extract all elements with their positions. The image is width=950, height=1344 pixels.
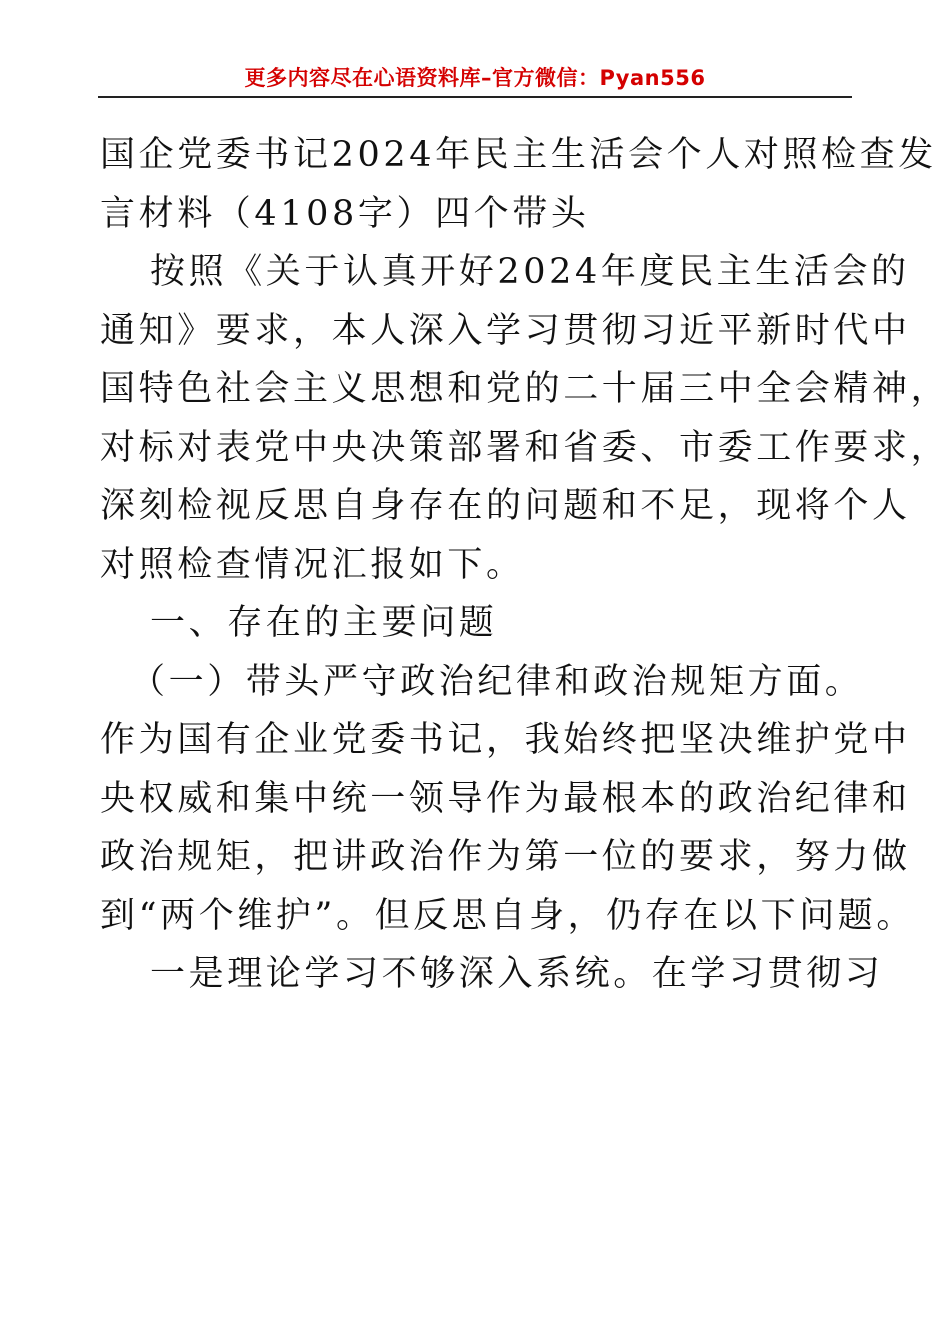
paragraph-line: 作为国有企业党委书记，我始终把坚决维护党中 bbox=[100, 720, 911, 760]
paragraph-line: 对标对表党中央决策部署和省委、市委工作要求， bbox=[100, 427, 950, 468]
title-line-1: 国企党委书记2024年民主生活会个人对照检查发 bbox=[100, 135, 937, 175]
paragraph-line: 政治规矩，把讲政治作为第一位的要求，努力做 bbox=[100, 837, 911, 877]
paragraph-line: 一是理论学习不够深入系统。在学习贯彻习 bbox=[150, 954, 884, 994]
header-banner: 更多内容尽在心语资料库–官方微信：Pyan556 bbox=[244, 66, 706, 90]
paragraph-line: 央权威和集中统一领导作为最根本的政治纪律和 bbox=[100, 778, 911, 819]
paragraph-line: 深刻检视反思自身存在的问题和不足，现将个人 bbox=[100, 486, 911, 526]
header-divider bbox=[98, 96, 852, 98]
paragraph-line: 国特色社会主义思想和党的二十届三中全会精神， bbox=[100, 369, 950, 409]
section-heading: 一、存在的主要问题 bbox=[150, 603, 498, 643]
paragraph-line: 按照《关于认真开好2024年度民主生活会的 bbox=[150, 252, 910, 292]
document-body bbox=[100, 126, 950, 1004]
paragraph-line: 到“两个维护”。但反思自身，仍存在以下问题。 bbox=[100, 895, 915, 936]
subsection-heading: （一）带头严守政治纪律和政治规矩方面。 bbox=[130, 661, 864, 702]
paragraph-line: 通知》要求，本人深入学习贯彻习近平新时代中 bbox=[100, 310, 911, 351]
title-line-2: 言材料（4108字）四个带头 bbox=[100, 193, 590, 234]
paragraph-line: 对照检查情况汇报如下。 bbox=[100, 544, 525, 585]
